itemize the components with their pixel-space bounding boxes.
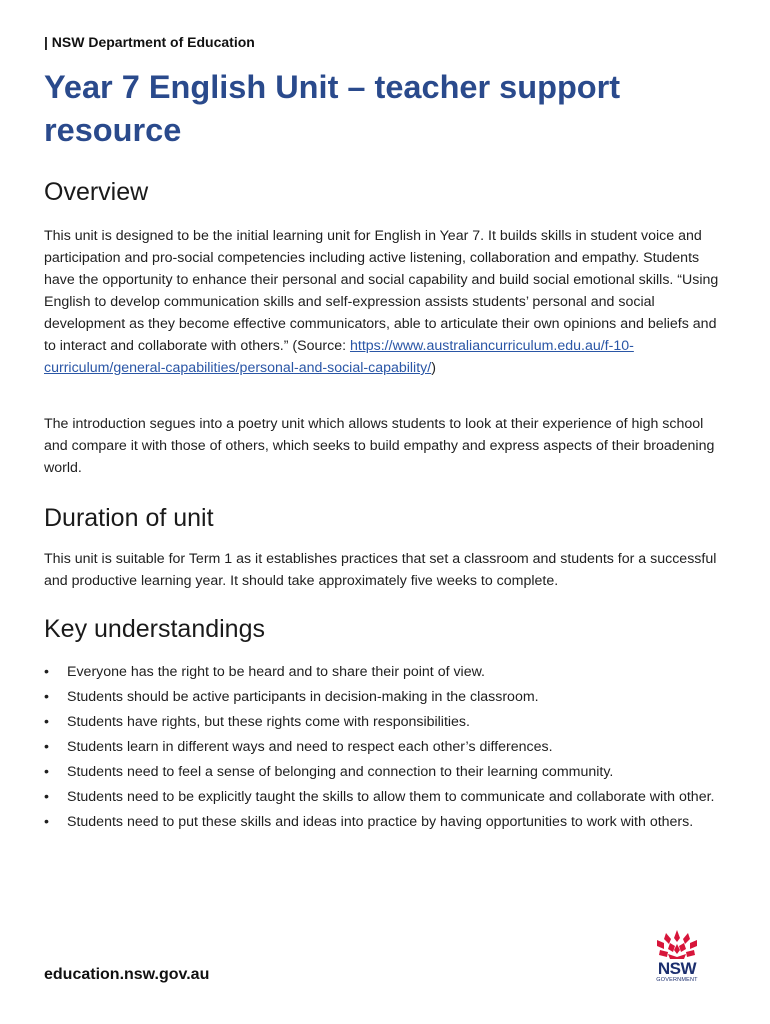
list-item: [44, 762, 728, 783]
bullet-icon: •: [44, 814, 49, 830]
key-understandings-list: [44, 662, 728, 837]
document-title: Year 7 English Unit – teacher support resource: [44, 69, 621, 148]
key-understandings-heading: Key understandings: [44, 615, 265, 643]
list-item-text: Everyone has the right to be heard and to share their point of view.: [67, 664, 486, 680]
bullet-icon: •: [44, 789, 49, 805]
bullet-icon: •: [44, 714, 49, 730]
list-item-text: Students should be active participants in decision-making in the classroom.: [67, 689, 539, 705]
bullet-icon: •: [44, 764, 49, 780]
list-item-text: Students need to be explicitly taught the skills to allow them to communicate and collaborate with other.: [67, 789, 715, 805]
bullet-icon: •: [44, 689, 49, 705]
bullet-icon: •: [44, 664, 49, 680]
nsw-government-logo: [648, 960, 706, 984]
bullet-icon: •: [44, 739, 49, 755]
list-item: [44, 812, 728, 833]
footer-url: education.nsw.gov.au: [44, 966, 210, 983]
segue-paragraph: The introduction segues into a poetry unit which allows students to look at their experience of high school and compare it with those of others, which seeks to build empathy and express aspects of their broadening world.: [44, 416, 715, 476]
overview-paragraph-end: ): [431, 360, 436, 376]
department-label: | NSW Department of Education: [44, 34, 255, 50]
list-item-text: Students need to feel a sense of belonging and connection to their learning community.: [67, 764, 614, 780]
list-item: [44, 787, 728, 808]
overview-text: This unit is designed to be the initial learning unit for English in Year 7. It builds skills in student voice and participation and pro-social competencies including active listening, collaboration and empathy. Students have the opportunity to enhance their personal and social capability and build social emotional skills. “Using English to develop communication skills and self-expression assists students’ personal and social development as they become effective communicators, able to articulate their own opinions and beliefs and to interact and collaborate with others.” (Source:: [44, 228, 719, 354]
list-item: [44, 712, 728, 733]
list-item-text: Students need to put these skills and ideas into practice by having opportunities to work with others.: [67, 814, 694, 830]
list-item: [44, 737, 728, 758]
logo-nsw-text: NSW: [657, 959, 697, 978]
list-item: [44, 662, 728, 683]
overview-heading: Overview: [44, 178, 149, 206]
duration-paragraph: This unit is suitable for Term 1 as it establishes practices that set a classroom and students for a successful and productive learning year. It should take approximately five weeks to complete.: [44, 551, 717, 589]
source-link[interactable]: https://www.australiancurriculum.edu.au/f-10-curriculum/general-capabilities/personal-and-social-capability/: [44, 338, 634, 376]
list-item-text: Students learn in different ways and need to respect each other’s differences.: [67, 739, 553, 755]
logo-government-text: GOVERNMENT: [656, 977, 698, 983]
duration-heading: Duration of unit: [44, 504, 214, 532]
list-item-text: Students have rights, but these rights come with responsibilities.: [67, 714, 470, 730]
overview-paragraph: [44, 225, 728, 379]
list-item: [44, 687, 728, 708]
